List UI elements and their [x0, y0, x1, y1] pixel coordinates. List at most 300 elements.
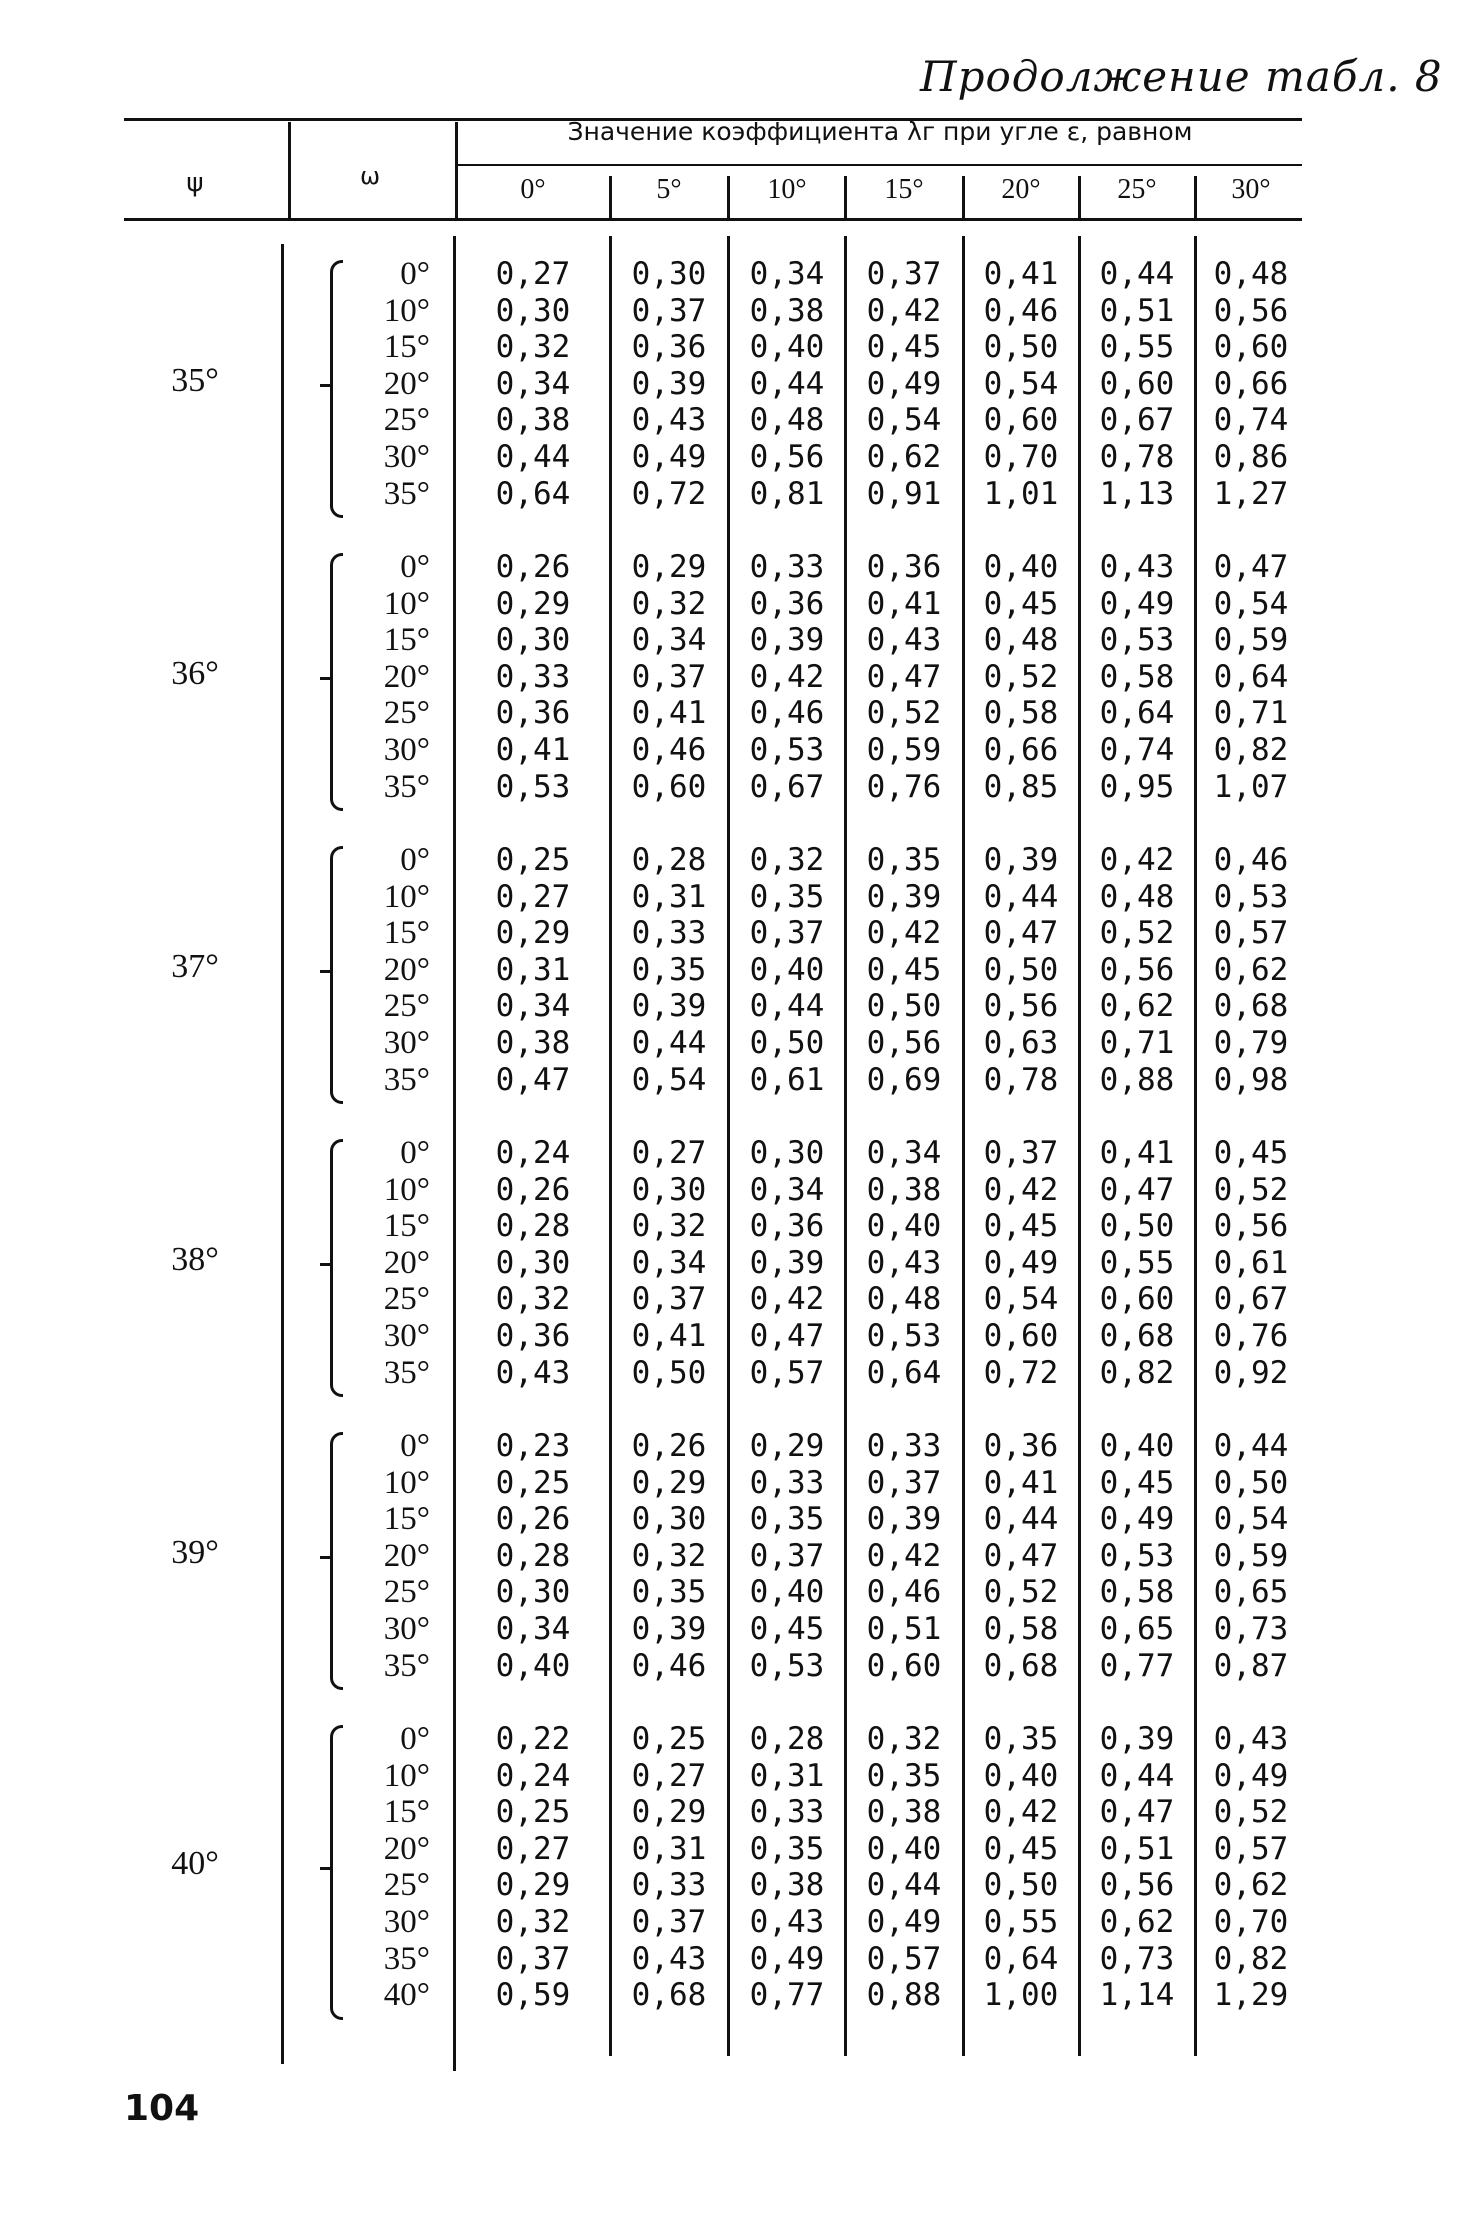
- coefficient-value: 0,67: [1099, 402, 1175, 439]
- coefficient-value: 0,57: [749, 1354, 825, 1391]
- omega-value: 25°: [383, 695, 430, 732]
- coefficient-value: 0,39: [749, 622, 825, 659]
- coefficient-value: 0,71: [1213, 695, 1289, 732]
- coefficient-value: 0,95: [1099, 768, 1175, 805]
- coefficient-value: 0,53: [1099, 622, 1175, 659]
- value-column: [1197, 1721, 1305, 2014]
- coefficient-value: 0,26: [631, 1428, 707, 1464]
- coefficient-value: 0,22: [495, 1721, 571, 1757]
- omega-value: 35°: [383, 1940, 430, 1977]
- coefficient-value: 0,37: [631, 658, 707, 695]
- omega-value: 25°: [383, 988, 430, 1025]
- coefficient-value: 0,81: [749, 475, 825, 512]
- coefficient-value: 0,26: [495, 1171, 571, 1208]
- coefficient-value: 0,44: [749, 365, 825, 402]
- omega-value: 40°: [383, 1977, 430, 2014]
- coefficient-value: 0,30: [631, 1171, 707, 1208]
- coefficient-value: 0,60: [631, 768, 707, 805]
- coefficient-value: 0,66: [1213, 365, 1289, 402]
- coefficient-value: 0,70: [1213, 1903, 1289, 1940]
- coefficient-value: 0,33: [749, 1794, 825, 1831]
- coefficient-value: 0,68: [983, 1647, 1059, 1684]
- coefficient-value: 0,40: [866, 1830, 942, 1867]
- coefficient-value: 0,55: [1099, 1244, 1175, 1281]
- coefficient-value: 0,35: [983, 1721, 1059, 1757]
- coefficient-value: 0,43: [866, 1244, 942, 1281]
- omega-value: 20°: [383, 365, 430, 402]
- coefficient-value: 0,31: [495, 951, 571, 988]
- value-column: [1081, 549, 1193, 805]
- coefficient-value: 0,34: [495, 988, 571, 1025]
- coefficient-value: 0,37: [631, 292, 707, 329]
- page-number: 104: [124, 2088, 200, 2129]
- coefficient-value: 0,51: [1099, 292, 1175, 329]
- coefficient-value: 0,76: [1213, 1317, 1289, 1354]
- coefficient-value: 0,76: [866, 768, 942, 805]
- value-column: [612, 256, 726, 512]
- coefficient-value: 0,27: [631, 1757, 707, 1794]
- omega-value: 10°: [383, 292, 430, 329]
- psi-value: 37°: [171, 948, 219, 986]
- coefficient-value: 0,54: [1213, 585, 1289, 622]
- coefficient-value: 0,35: [631, 951, 707, 988]
- coefficient-value: 0,36: [495, 1317, 571, 1354]
- coefficient-value: 0,43: [495, 1354, 571, 1391]
- coefficient-value: 0,49: [1099, 1501, 1175, 1538]
- coefficient-value: 0,53: [749, 731, 825, 768]
- coefficient-value: 0,78: [983, 1061, 1059, 1098]
- value-column: [612, 549, 726, 805]
- omega-value: 15°: [383, 1208, 430, 1245]
- value-column: [847, 1135, 961, 1391]
- coefficient-value: 0,48: [1213, 256, 1289, 292]
- omega-value: 35°: [383, 1061, 430, 1098]
- brace: [330, 260, 343, 518]
- psi-header: ψ: [186, 168, 204, 198]
- coefficient-value: 0,60: [1213, 329, 1289, 366]
- coefficient-value: 0,50: [983, 329, 1059, 366]
- coefficient-value: 0,64: [866, 1354, 942, 1391]
- coefficient-value: 0,64: [983, 1940, 1059, 1977]
- coefficient-value: 0,61: [749, 1061, 825, 1098]
- coefficient-value: 0,31: [631, 878, 707, 915]
- coefficient-value: 0,61: [1213, 1244, 1289, 1281]
- coefficient-value: 0,56: [749, 438, 825, 475]
- coefficient-value: 0,48: [1099, 878, 1175, 915]
- coefficient-value: 0,33: [749, 1464, 825, 1501]
- coefficient-value: 0,41: [631, 1317, 707, 1354]
- omega-value: 20°: [383, 951, 430, 988]
- omega-value: 0°: [400, 256, 430, 292]
- omega-value: 10°: [383, 878, 430, 915]
- coefficient-value: 0,47: [983, 1537, 1059, 1574]
- coefficient-value: 0,82: [1213, 731, 1289, 768]
- omega-value: 30°: [383, 1610, 430, 1647]
- coefficient-value: 0,91: [866, 475, 942, 512]
- coefficient-value: 0,43: [631, 1940, 707, 1977]
- coefficient-value: 0,68: [631, 1977, 707, 2014]
- coefficient-value: 0,51: [1099, 1830, 1175, 1867]
- coefficient-value: 0,47: [495, 1061, 571, 1098]
- value-column: [730, 549, 844, 805]
- coefficient-value: 1,00: [983, 1977, 1059, 2014]
- coefficient-value: 0,35: [749, 1501, 825, 1538]
- coefficient-value: 0,35: [866, 1757, 942, 1794]
- psi-value: 39°: [171, 1534, 219, 1572]
- coefficient-value: 0,37: [631, 1281, 707, 1318]
- coefficient-value: 0,53: [1099, 1537, 1175, 1574]
- coefficient-value: 0,47: [749, 1317, 825, 1354]
- coefficient-value: 0,56: [1213, 1208, 1289, 1245]
- coefficient-value: 0,29: [495, 1867, 571, 1904]
- coefficient-value: 0,25: [631, 1721, 707, 1757]
- coefficient-value: 0,56: [1099, 951, 1175, 988]
- coefficient-value: 0,44: [983, 1501, 1059, 1538]
- coefficient-value: 0,40: [983, 549, 1059, 585]
- coefficient-value: 0,43: [631, 402, 707, 439]
- omega-value: 20°: [383, 1537, 430, 1574]
- coefficient-value: 0,29: [631, 1794, 707, 1831]
- coefficient-value: 0,33: [866, 1428, 942, 1464]
- column-header: 25°: [1117, 174, 1157, 205]
- coefficient-value: 0,28: [495, 1537, 571, 1574]
- coefficient-value: 0,55: [983, 1903, 1059, 1940]
- brace: [330, 553, 343, 811]
- coefficient-value: 0,73: [1213, 1610, 1289, 1647]
- psi-value: 38°: [171, 1241, 219, 1279]
- value-column: [730, 1721, 844, 2014]
- coefficient-value: 0,59: [1213, 622, 1289, 659]
- coefficient-value: 0,38: [749, 1867, 825, 1904]
- value-column: [965, 1721, 1077, 2014]
- coefficient-value: 0,47: [1099, 1171, 1175, 1208]
- value-column: [965, 1135, 1077, 1391]
- coefficient-value: 0,72: [983, 1354, 1059, 1391]
- coefficient-value: 0,37: [983, 1135, 1059, 1171]
- coefficient-value: 0,82: [1213, 1940, 1289, 1977]
- coefficient-value: 0,47: [1099, 1794, 1175, 1831]
- coefficient-value: 0,52: [983, 658, 1059, 695]
- coefficient-value: 0,54: [631, 1061, 707, 1098]
- coefficient-value: 0,50: [866, 988, 942, 1025]
- value-column: [612, 1721, 726, 2014]
- coefficient-value: 0,39: [1099, 1721, 1175, 1757]
- omega-value: 20°: [383, 1244, 430, 1281]
- coefficient-value: 0,31: [631, 1830, 707, 1867]
- coefficient-value: 0,54: [983, 1281, 1059, 1318]
- coefficient-value: 0,37: [631, 1903, 707, 1940]
- coefficient-value: 0,34: [495, 365, 571, 402]
- coefficient-value: 0,59: [866, 731, 942, 768]
- omega-value: 20°: [383, 1830, 430, 1867]
- brace-tip: [320, 677, 332, 680]
- coefficient-value: 0,42: [749, 658, 825, 695]
- coefficient-value: 0,62: [1213, 951, 1289, 988]
- coefficient-value: 0,44: [983, 878, 1059, 915]
- coefficient-value: 0,98: [1213, 1061, 1289, 1098]
- coefficient-value: 0,52: [983, 1574, 1059, 1611]
- omega-value: 35°: [383, 475, 430, 512]
- omega-column: [345, 549, 430, 805]
- coefficient-value: 0,28: [631, 842, 707, 878]
- coefficient-value: 0,67: [749, 768, 825, 805]
- coefficient-value: 0,37: [866, 256, 942, 292]
- coefficient-value: 0,53: [1213, 878, 1289, 915]
- omega-column: [345, 256, 430, 512]
- coefficient-value: 0,23: [495, 1428, 571, 1464]
- coefficient-value: 0,24: [495, 1757, 571, 1794]
- coefficient-value: 0,44: [1213, 1428, 1289, 1464]
- coefficient-value: 0,60: [1099, 365, 1175, 402]
- value-column: [1081, 1721, 1193, 2014]
- coefficient-value: 0,43: [866, 622, 942, 659]
- coefficient-value: 0,43: [749, 1903, 825, 1940]
- coefficient-value: 0,52: [1213, 1794, 1289, 1831]
- brace-tip: [320, 1556, 332, 1559]
- body-divider: [453, 236, 456, 2071]
- coefficient-value: 0,49: [1213, 1757, 1289, 1794]
- header-divider: [288, 122, 291, 218]
- coefficient-value: 0,58: [1099, 1574, 1175, 1611]
- omega-column: [345, 1135, 430, 1391]
- coefficient-value: 0,53: [866, 1317, 942, 1354]
- value-column: [965, 256, 1077, 512]
- coefficient-value: 0,52: [1099, 915, 1175, 952]
- coefficient-value: 0,30: [749, 1135, 825, 1171]
- coefficient-value: 0,32: [495, 1903, 571, 1940]
- coefficient-value: 0,33: [631, 915, 707, 952]
- omega-value: 15°: [383, 1501, 430, 1538]
- coefficient-value: 0,41: [866, 585, 942, 622]
- omega-value: 0°: [400, 549, 430, 585]
- value-column: [1197, 549, 1305, 805]
- coefficient-value: 0,26: [495, 1501, 571, 1538]
- value-column: [458, 256, 608, 512]
- value-column: [458, 549, 608, 805]
- coefficient-value: 0,79: [1213, 1024, 1289, 1061]
- coefficient-value: 0,82: [1099, 1354, 1175, 1391]
- value-column: [847, 842, 961, 1098]
- coefficient-value: 0,56: [1099, 1867, 1175, 1904]
- coefficient-value: 0,77: [1099, 1647, 1175, 1684]
- coefficient-value: 0,49: [749, 1940, 825, 1977]
- coefficient-value: 0,28: [495, 1208, 571, 1245]
- coefficient-value: 0,35: [631, 1574, 707, 1611]
- value-column: [847, 256, 961, 512]
- coefficient-value: 0,38: [866, 1171, 942, 1208]
- coefficient-value: 0,43: [1213, 1721, 1289, 1757]
- omega-value: 10°: [383, 1464, 430, 1501]
- coefficient-value: 0,47: [1213, 549, 1289, 585]
- coefficient-value: 1,01: [983, 475, 1059, 512]
- coefficient-value: 0,36: [749, 1208, 825, 1245]
- coefficient-value: 0,39: [749, 1244, 825, 1281]
- value-column: [1081, 256, 1193, 512]
- coefficient-value: 0,46: [749, 695, 825, 732]
- coefficient-value: 0,74: [1213, 402, 1289, 439]
- coefficient-value: 0,67: [1213, 1281, 1289, 1318]
- coefficient-value: 0,62: [1099, 1903, 1175, 1940]
- coefficient-value: 0,32: [631, 1537, 707, 1574]
- coefficient-value: 0,34: [866, 1135, 942, 1171]
- omega-value: 30°: [383, 438, 430, 475]
- coefficient-value: 0,32: [495, 1281, 571, 1318]
- coefficient-value: 0,49: [631, 438, 707, 475]
- coefficient-value: 0,50: [983, 951, 1059, 988]
- coefficient-value: 0,59: [495, 1977, 571, 2014]
- coefficient-value: 0,55: [1099, 329, 1175, 366]
- coefficient-value: 0,35: [749, 1830, 825, 1867]
- body-divider: [281, 244, 284, 2064]
- omega-value: 10°: [383, 1171, 430, 1208]
- coefficient-value: 0,24: [495, 1135, 571, 1171]
- brace: [330, 1432, 343, 1690]
- coefficient-value: 0,46: [631, 731, 707, 768]
- value-column: [1197, 842, 1305, 1098]
- coefficient-value: 0,46: [1213, 842, 1289, 878]
- omega-column: [345, 1428, 430, 1684]
- omega-value: 25°: [383, 1574, 430, 1611]
- coefficient-value: 0,50: [983, 1867, 1059, 1904]
- omega-value: 0°: [400, 1428, 430, 1464]
- coefficient-value: 0,45: [866, 329, 942, 366]
- omega-value: 35°: [383, 1354, 430, 1391]
- coefficient-value: 0,45: [983, 585, 1059, 622]
- coefficient-value: 0,25: [495, 842, 571, 878]
- coefficient-value: 0,33: [749, 549, 825, 585]
- coefficient-value: 0,40: [495, 1647, 571, 1684]
- coefficient-value: 0,65: [1213, 1574, 1289, 1611]
- column-header: 5°: [656, 174, 682, 205]
- coefficient-value: 0,33: [631, 1867, 707, 1904]
- omega-value: 0°: [400, 842, 430, 878]
- column-header: 15°: [884, 174, 924, 205]
- coefficient-value: 0,56: [983, 988, 1059, 1025]
- coefficient-value: 0,25: [495, 1794, 571, 1831]
- coefficient-value: 0,58: [983, 695, 1059, 732]
- coefficient-value: 0,32: [866, 1721, 942, 1757]
- coefficient-value: 0,46: [983, 292, 1059, 329]
- coefficient-value: 0,47: [983, 915, 1059, 952]
- coefficient-value: 0,36: [749, 585, 825, 622]
- omega-column: [345, 842, 430, 1098]
- coefficient-value: 0,65: [1099, 1610, 1175, 1647]
- coefficient-value: 0,42: [866, 292, 942, 329]
- value-column: [730, 1428, 844, 1684]
- coefficient-value: 0,88: [1099, 1061, 1175, 1098]
- coefficient-value: 0,45: [866, 951, 942, 988]
- coefficient-value: 0,49: [866, 1903, 942, 1940]
- value-column: [1081, 1428, 1193, 1684]
- column-header: 10°: [767, 174, 807, 205]
- coefficient-value: 0,56: [866, 1024, 942, 1061]
- omega-value: 30°: [383, 1317, 430, 1354]
- coefficient-value: 0,36: [866, 549, 942, 585]
- coefficient-value: 1,14: [1099, 1977, 1175, 2014]
- value-column: [965, 842, 1077, 1098]
- coefficient-value: 0,42: [983, 1794, 1059, 1831]
- coefficient-value: 0,62: [1099, 988, 1175, 1025]
- value-column: [730, 256, 844, 512]
- coefficient-value: 0,50: [631, 1354, 707, 1391]
- value-column: [612, 1135, 726, 1391]
- coefficient-value: 0,29: [631, 549, 707, 585]
- column-header: 30°: [1231, 174, 1271, 205]
- coefficient-value: 0,74: [1099, 731, 1175, 768]
- coefficient-value: 0,87: [1213, 1647, 1289, 1684]
- coefficient-value: 0,68: [1099, 1317, 1175, 1354]
- coefficient-value: 1,27: [1213, 475, 1289, 512]
- coefficient-value: 0,52: [1213, 1171, 1289, 1208]
- coefficient-value: 0,42: [1099, 842, 1175, 878]
- coefficient-value: 0,32: [631, 1208, 707, 1245]
- coefficient-value: 0,34: [631, 622, 707, 659]
- coefficient-value: 0,92: [1213, 1354, 1289, 1391]
- coefficient-value: 0,40: [749, 329, 825, 366]
- group-underline: [458, 164, 1302, 166]
- coefficient-value: 0,45: [1213, 1135, 1289, 1171]
- omega-value: 25°: [383, 402, 430, 439]
- coefficient-value: 0,48: [983, 622, 1059, 659]
- coefficient-value: 0,40: [1099, 1428, 1175, 1464]
- coefficient-value: 0,45: [983, 1208, 1059, 1245]
- coefficient-value: 0,44: [495, 438, 571, 475]
- coefficient-value: 0,60: [983, 1317, 1059, 1354]
- coefficient-value: 0,64: [495, 475, 571, 512]
- value-column: [1197, 1135, 1305, 1391]
- omega-value: 25°: [383, 1867, 430, 1904]
- coefficient-value: 0,69: [866, 1061, 942, 1098]
- value-column: [1081, 1135, 1193, 1391]
- coefficient-value: 0,30: [495, 1244, 571, 1281]
- coefficient-value: 1,29: [1213, 1977, 1289, 2014]
- value-column: [847, 1428, 961, 1684]
- coefficient-value: 0,45: [983, 1830, 1059, 1867]
- coefficient-value: 0,33: [495, 658, 571, 695]
- coefficient-value: 0,26: [495, 549, 571, 585]
- coefficient-value: 0,40: [749, 1574, 825, 1611]
- coefficient-value: 0,42: [866, 915, 942, 952]
- coefficient-value: 0,35: [866, 842, 942, 878]
- coefficient-value: 0,49: [866, 365, 942, 402]
- coefficient-value: 0,38: [495, 402, 571, 439]
- value-column: [1081, 842, 1193, 1098]
- coefficient-value: 0,49: [983, 1244, 1059, 1281]
- brace-tip: [320, 384, 332, 387]
- psi-value: 35°: [171, 362, 219, 400]
- brace-tip: [320, 970, 332, 973]
- coefficient-value: 0,62: [1213, 1867, 1289, 1904]
- omega-column: [345, 1721, 430, 2014]
- brace: [330, 1139, 343, 1397]
- value-column: [612, 842, 726, 1098]
- coefficient-value: 0,54: [983, 365, 1059, 402]
- omega-value: 20°: [383, 658, 430, 695]
- coefficient-value: 0,37: [749, 1537, 825, 1574]
- omega-value: 30°: [383, 731, 430, 768]
- coefficient-value: 0,44: [866, 1867, 942, 1904]
- coefficient-value: 0,32: [749, 842, 825, 878]
- header-bottom-rule: [124, 218, 1302, 221]
- omega-value: 35°: [383, 768, 430, 805]
- coefficient-value: 0,44: [631, 1024, 707, 1061]
- coefficient-value: 0,41: [495, 731, 571, 768]
- coefficient-value: 0,37: [495, 1940, 571, 1977]
- coefficient-value: 0,39: [866, 878, 942, 915]
- value-column: [730, 1135, 844, 1391]
- coefficient-value: 0,85: [983, 768, 1059, 805]
- coefficient-value: 0,44: [1099, 256, 1175, 292]
